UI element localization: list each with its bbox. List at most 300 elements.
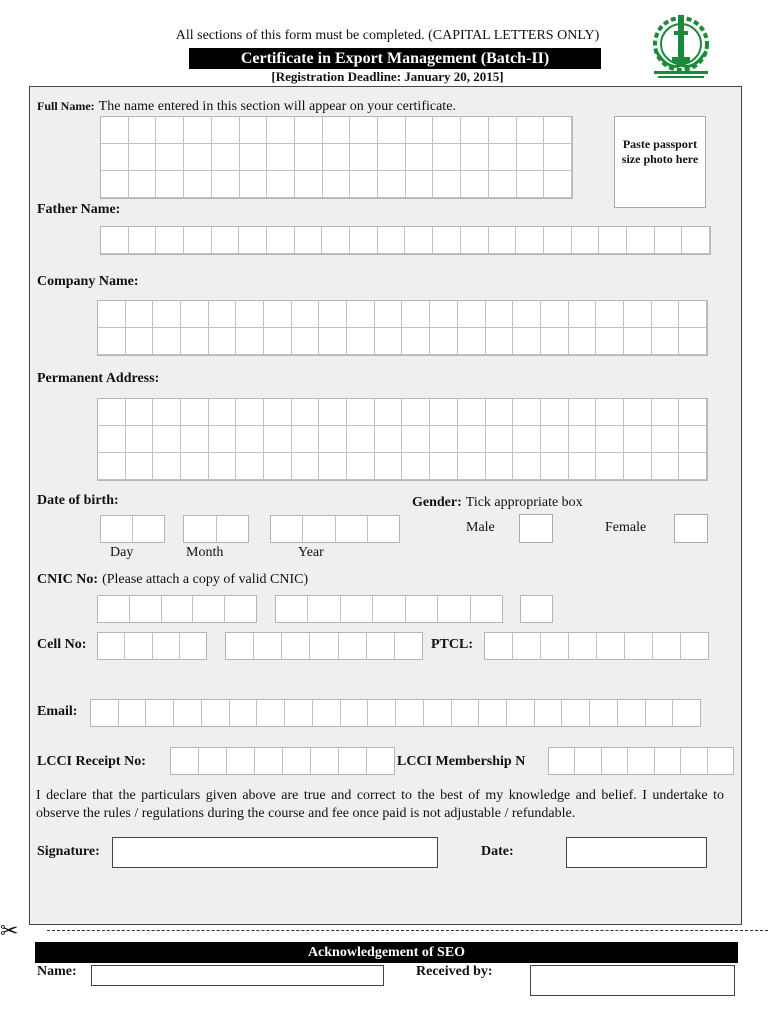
char-box[interactable] — [486, 328, 514, 355]
gender-hint: Tick appropriate box — [465, 495, 583, 510]
char-box[interactable] — [433, 171, 461, 198]
char-box[interactable] — [652, 453, 680, 480]
char-box[interactable] — [350, 144, 378, 171]
char-box[interactable] — [461, 117, 489, 144]
char-box[interactable] — [708, 748, 733, 774]
char-box[interactable] — [375, 301, 403, 328]
char-box[interactable] — [336, 516, 368, 542]
char-box[interactable] — [458, 328, 486, 355]
char-box[interactable] — [126, 301, 154, 328]
char-box[interactable] — [375, 399, 403, 426]
char-box[interactable] — [679, 453, 707, 480]
char-box[interactable] — [347, 328, 375, 355]
char-box[interactable] — [156, 227, 184, 254]
char-box[interactable] — [461, 171, 489, 198]
cnic-part3-input[interactable] — [520, 595, 553, 623]
char-box[interactable] — [319, 328, 347, 355]
char-box[interactable] — [395, 633, 422, 659]
char-box[interactable] — [184, 117, 212, 144]
char-box[interactable] — [406, 144, 434, 171]
char-box[interactable] — [236, 399, 264, 426]
char-box[interactable] — [133, 516, 164, 542]
father-name-grid[interactable] — [100, 226, 711, 255]
char-box[interactable] — [471, 596, 502, 622]
char-box[interactable] — [193, 596, 225, 622]
char-box[interactable] — [433, 117, 461, 144]
char-box[interactable] — [319, 301, 347, 328]
char-box[interactable] — [544, 144, 572, 171]
char-box[interactable] — [405, 227, 433, 254]
char-box[interactable] — [227, 748, 255, 774]
char-box[interactable] — [375, 453, 403, 480]
char-box[interactable] — [319, 426, 347, 453]
char-box[interactable] — [156, 117, 184, 144]
char-box[interactable] — [126, 399, 154, 426]
ack-name-label: Name: — [37, 964, 77, 979]
char-box[interactable] — [513, 328, 541, 355]
char-box[interactable] — [486, 453, 514, 480]
char-box[interactable] — [679, 301, 707, 328]
char-box[interactable] — [679, 399, 707, 426]
char-box[interactable] — [292, 328, 320, 355]
char-box[interactable] — [181, 426, 209, 453]
char-box[interactable] — [322, 227, 350, 254]
char-box[interactable] — [624, 301, 652, 328]
char-box[interactable] — [212, 227, 240, 254]
char-box[interactable] — [257, 700, 285, 726]
char-box[interactable] — [129, 171, 157, 198]
lcci-membership-input[interactable] — [548, 747, 734, 775]
signature-label: Signature: — [37, 844, 100, 859]
char-box[interactable] — [341, 596, 373, 622]
char-box[interactable] — [271, 516, 303, 542]
char-box[interactable] — [153, 399, 181, 426]
char-box[interactable] — [541, 453, 569, 480]
full-name-heading — [37, 97, 456, 115]
char-box[interactable] — [101, 516, 133, 542]
char-box[interactable] — [485, 633, 513, 659]
char-box[interactable] — [461, 144, 489, 171]
char-box[interactable] — [368, 700, 396, 726]
char-box[interactable] — [541, 633, 569, 659]
char-box[interactable] — [572, 227, 600, 254]
char-box[interactable] — [125, 633, 152, 659]
char-box[interactable] — [101, 227, 129, 254]
char-box[interactable] — [544, 227, 572, 254]
char-box[interactable] — [181, 301, 209, 328]
char-box[interactable] — [174, 700, 202, 726]
char-box[interactable] — [430, 426, 458, 453]
char-box[interactable] — [679, 328, 707, 355]
char-box[interactable] — [458, 399, 486, 426]
char-box[interactable] — [98, 301, 126, 328]
char-box[interactable] — [681, 633, 708, 659]
char-box[interactable] — [153, 328, 181, 355]
char-box[interactable] — [549, 748, 575, 774]
cell-part2-input[interactable] — [225, 632, 423, 660]
gender-female-label: Female — [605, 520, 647, 535]
char-box[interactable] — [541, 426, 569, 453]
char-box[interactable] — [624, 453, 652, 480]
permanent-address-grid[interactable] — [97, 398, 708, 481]
gender-male-checkbox[interactable] — [519, 514, 553, 543]
char-box[interactable] — [264, 328, 292, 355]
char-box[interactable] — [458, 426, 486, 453]
char-box[interactable] — [292, 301, 320, 328]
char-box[interactable] — [562, 700, 590, 726]
ack-name-field[interactable] — [91, 965, 384, 986]
full-name-grid[interactable] — [100, 116, 573, 199]
char-box[interactable] — [295, 144, 323, 171]
char-box[interactable] — [153, 301, 181, 328]
char-box[interactable] — [230, 700, 258, 726]
gender-female-checkbox[interactable] — [674, 514, 708, 543]
char-box[interactable] — [264, 301, 292, 328]
char-box[interactable] — [236, 301, 264, 328]
char-box[interactable] — [181, 328, 209, 355]
cell-part1-input[interactable] — [97, 632, 207, 660]
char-box[interactable] — [513, 426, 541, 453]
char-box[interactable] — [406, 171, 434, 198]
char-box[interactable] — [236, 426, 264, 453]
char-box[interactable] — [146, 700, 174, 726]
char-box[interactable] — [319, 453, 347, 480]
char-box[interactable] — [226, 633, 254, 659]
char-box[interactable] — [310, 633, 338, 659]
char-box[interactable] — [295, 227, 323, 254]
char-box[interactable] — [156, 144, 184, 171]
char-box[interactable] — [153, 633, 180, 659]
char-box[interactable] — [378, 171, 406, 198]
char-box[interactable] — [627, 227, 655, 254]
char-box[interactable] — [569, 633, 597, 659]
char-box[interactable] — [513, 399, 541, 426]
char-box[interactable] — [202, 700, 230, 726]
cnic-part1-input[interactable] — [97, 595, 257, 623]
char-box[interactable] — [319, 399, 347, 426]
char-box[interactable] — [655, 227, 683, 254]
char-box[interactable] — [599, 227, 627, 254]
dob-year-input[interactable] — [270, 515, 400, 543]
char-box[interactable] — [535, 700, 563, 726]
ack-received-by-field[interactable] — [530, 965, 735, 996]
char-box[interactable] — [184, 171, 212, 198]
char-box[interactable] — [180, 633, 206, 659]
char-box[interactable] — [225, 596, 256, 622]
char-box[interactable] — [129, 144, 157, 171]
char-box[interactable] — [98, 328, 126, 355]
char-box[interactable] — [507, 700, 535, 726]
char-box[interactable] — [516, 227, 544, 254]
char-box[interactable] — [347, 399, 375, 426]
char-box[interactable] — [323, 144, 351, 171]
char-box[interactable] — [541, 399, 569, 426]
char-box[interactable] — [544, 171, 572, 198]
acknowledgement-title: Acknowledgement of SEO — [35, 942, 738, 963]
char-box[interactable] — [569, 399, 597, 426]
char-box[interactable] — [313, 700, 341, 726]
char-box[interactable] — [396, 700, 424, 726]
char-box[interactable] — [596, 399, 624, 426]
ptcl-input[interactable] — [484, 632, 709, 660]
char-box[interactable] — [544, 117, 572, 144]
form-title: Certificate in Export Management (Batch-II) — [189, 48, 601, 69]
char-box[interactable] — [267, 144, 295, 171]
char-box[interactable] — [212, 144, 240, 171]
char-box[interactable] — [264, 426, 292, 453]
char-box[interactable] — [624, 399, 652, 426]
char-box[interactable] — [479, 700, 507, 726]
gender-male-label: Male — [466, 520, 495, 535]
char-box[interactable] — [402, 328, 430, 355]
char-box[interactable] — [541, 328, 569, 355]
char-box[interactable] — [618, 700, 646, 726]
char-box[interactable] — [489, 227, 517, 254]
char-box[interactable] — [624, 426, 652, 453]
char-box[interactable] — [679, 426, 707, 453]
char-box[interactable] — [597, 633, 625, 659]
char-box[interactable] — [236, 328, 264, 355]
char-box[interactable] — [339, 633, 367, 659]
char-box[interactable] — [209, 426, 237, 453]
char-box[interactable] — [212, 171, 240, 198]
char-box[interactable] — [341, 700, 369, 726]
char-box[interactable] — [489, 117, 517, 144]
char-box[interactable] — [276, 596, 308, 622]
char-box[interactable] — [625, 633, 653, 659]
char-box[interactable] — [98, 399, 126, 426]
char-box[interactable] — [101, 117, 129, 144]
char-box[interactable] — [602, 748, 628, 774]
char-box[interactable] — [126, 426, 154, 453]
char-box[interactable] — [367, 633, 395, 659]
char-box[interactable] — [101, 144, 129, 171]
char-box[interactable] — [517, 171, 545, 198]
char-box[interactable] — [292, 453, 320, 480]
char-box[interactable] — [486, 301, 514, 328]
char-box[interactable] — [323, 117, 351, 144]
char-box[interactable] — [339, 748, 367, 774]
dob-day-caption: Day — [110, 545, 134, 560]
char-box[interactable] — [119, 700, 147, 726]
char-box[interactable] — [517, 144, 545, 171]
signature-field[interactable] — [112, 837, 438, 868]
char-box[interactable] — [184, 144, 212, 171]
char-box[interactable] — [350, 227, 378, 254]
char-box[interactable] — [254, 633, 282, 659]
char-box[interactable] — [430, 301, 458, 328]
char-box[interactable] — [98, 633, 125, 659]
char-box[interactable] — [458, 301, 486, 328]
char-box[interactable] — [255, 748, 283, 774]
email-input[interactable] — [90, 699, 701, 727]
char-box[interactable] — [209, 328, 237, 355]
char-box[interactable] — [430, 399, 458, 426]
char-box[interactable] — [378, 227, 406, 254]
char-box[interactable] — [590, 700, 618, 726]
char-box[interactable] — [239, 227, 267, 254]
char-box[interactable] — [264, 399, 292, 426]
char-box[interactable] — [596, 328, 624, 355]
lcci-membership-label: LCCI Membership N — [397, 754, 526, 769]
char-box[interactable] — [521, 596, 552, 622]
char-box[interactable] — [575, 748, 601, 774]
char-box[interactable] — [406, 117, 434, 144]
char-box[interactable] — [98, 453, 126, 480]
char-box[interactable] — [350, 117, 378, 144]
email-label: Email: — [37, 704, 78, 719]
char-box[interactable] — [295, 171, 323, 198]
char-box[interactable] — [292, 426, 320, 453]
char-box[interactable] — [171, 748, 199, 774]
char-box[interactable] — [378, 144, 406, 171]
char-box[interactable] — [655, 748, 681, 774]
char-box[interactable] — [424, 700, 452, 726]
char-box[interactable] — [682, 227, 710, 254]
char-box[interactable] — [212, 117, 240, 144]
char-box[interactable] — [646, 700, 674, 726]
char-box[interactable] — [652, 328, 680, 355]
char-box[interactable] — [517, 117, 545, 144]
char-box[interactable] — [433, 227, 461, 254]
char-box[interactable] — [303, 516, 335, 542]
char-box[interactable] — [350, 171, 378, 198]
char-box[interactable] — [569, 328, 597, 355]
char-box[interactable] — [402, 426, 430, 453]
char-box[interactable] — [209, 453, 237, 480]
char-box[interactable] — [347, 453, 375, 480]
char-box[interactable] — [217, 516, 249, 542]
char-box[interactable] — [673, 700, 700, 726]
char-box[interactable] — [240, 117, 268, 144]
char-box[interactable] — [628, 748, 654, 774]
char-box[interactable] — [652, 426, 680, 453]
char-box[interactable] — [461, 227, 489, 254]
char-box[interactable] — [184, 227, 212, 254]
char-box[interactable] — [285, 700, 313, 726]
cnic-part2-input[interactable] — [275, 595, 503, 623]
char-box[interactable] — [181, 453, 209, 480]
char-box[interactable] — [240, 144, 268, 171]
char-box[interactable] — [126, 328, 154, 355]
char-box[interactable] — [430, 328, 458, 355]
full-name-hint: The name entered in this section will appear on your certificate. — [98, 99, 456, 114]
char-box[interactable] — [458, 453, 486, 480]
char-box[interactable] — [181, 399, 209, 426]
char-box[interactable] — [681, 748, 707, 774]
char-box[interactable] — [264, 453, 292, 480]
char-box[interactable] — [368, 516, 399, 542]
char-box[interactable] — [486, 426, 514, 453]
char-box[interactable] — [438, 596, 470, 622]
char-box[interactable] — [308, 596, 340, 622]
char-box[interactable] — [295, 117, 323, 144]
char-box[interactable] — [378, 117, 406, 144]
char-box[interactable] — [489, 144, 517, 171]
ptcl-label: PTCL: — [431, 637, 473, 652]
company-name-grid[interactable] — [97, 300, 708, 356]
char-box[interactable] — [347, 426, 375, 453]
char-box[interactable] — [402, 453, 430, 480]
char-box[interactable] — [282, 633, 310, 659]
char-box[interactable] — [596, 453, 624, 480]
char-box[interactable] — [292, 399, 320, 426]
char-box[interactable] — [541, 301, 569, 328]
char-box[interactable] — [652, 399, 680, 426]
char-box[interactable] — [283, 748, 311, 774]
char-box[interactable] — [323, 171, 351, 198]
char-box[interactable] — [267, 117, 295, 144]
char-box[interactable] — [209, 399, 237, 426]
char-box[interactable] — [267, 171, 295, 198]
cell-label: Cell No: — [37, 637, 87, 652]
char-box[interactable] — [91, 700, 119, 726]
lcci-receipt-input[interactable] — [170, 747, 395, 775]
char-box[interactable] — [236, 453, 264, 480]
char-box[interactable] — [402, 399, 430, 426]
char-box[interactable] — [129, 227, 157, 254]
char-box[interactable] — [240, 171, 268, 198]
char-box[interactable] — [569, 301, 597, 328]
char-box[interactable] — [199, 748, 227, 774]
char-box[interactable] — [375, 328, 403, 355]
char-box[interactable] — [452, 700, 480, 726]
char-box[interactable] — [624, 328, 652, 355]
char-box[interactable] — [156, 171, 184, 198]
char-box[interactable] — [153, 453, 181, 480]
char-box[interactable] — [101, 171, 129, 198]
char-box[interactable] — [98, 426, 126, 453]
char-box[interactable] — [569, 453, 597, 480]
char-box[interactable] — [406, 596, 438, 622]
char-box[interactable] — [513, 301, 541, 328]
char-box[interactable] — [98, 596, 130, 622]
char-box[interactable] — [569, 426, 597, 453]
char-box[interactable] — [153, 426, 181, 453]
char-box[interactable] — [513, 633, 541, 659]
char-box[interactable] — [596, 426, 624, 453]
char-box[interactable] — [489, 171, 517, 198]
passport-photo-box[interactable]: Paste passport size photo here — [614, 116, 706, 208]
char-box[interactable] — [402, 301, 430, 328]
char-box[interactable] — [653, 633, 681, 659]
char-box[interactable] — [430, 453, 458, 480]
char-box[interactable] — [209, 301, 237, 328]
char-box[interactable] — [126, 453, 154, 480]
full-name-label: Full Name: — [37, 99, 95, 113]
dob-month-input[interactable] — [183, 515, 249, 543]
char-box[interactable] — [184, 516, 217, 542]
date-field[interactable] — [566, 837, 707, 868]
dob-year-caption: Year — [298, 545, 324, 560]
char-box[interactable] — [347, 301, 375, 328]
char-box[interactable] — [652, 301, 680, 328]
char-box[interactable] — [375, 426, 403, 453]
char-box[interactable] — [129, 117, 157, 144]
char-box[interactable] — [486, 399, 514, 426]
char-box[interactable] — [433, 144, 461, 171]
char-box[interactable] — [513, 453, 541, 480]
cnic-label: CNIC No: — [37, 572, 99, 587]
char-box[interactable] — [373, 596, 405, 622]
char-box[interactable] — [267, 227, 295, 254]
char-box[interactable] — [596, 301, 624, 328]
char-box[interactable] — [311, 748, 339, 774]
char-box[interactable] — [162, 596, 194, 622]
dob-day-input[interactable] — [100, 515, 165, 543]
char-box[interactable] — [130, 596, 162, 622]
char-box[interactable] — [367, 748, 394, 774]
